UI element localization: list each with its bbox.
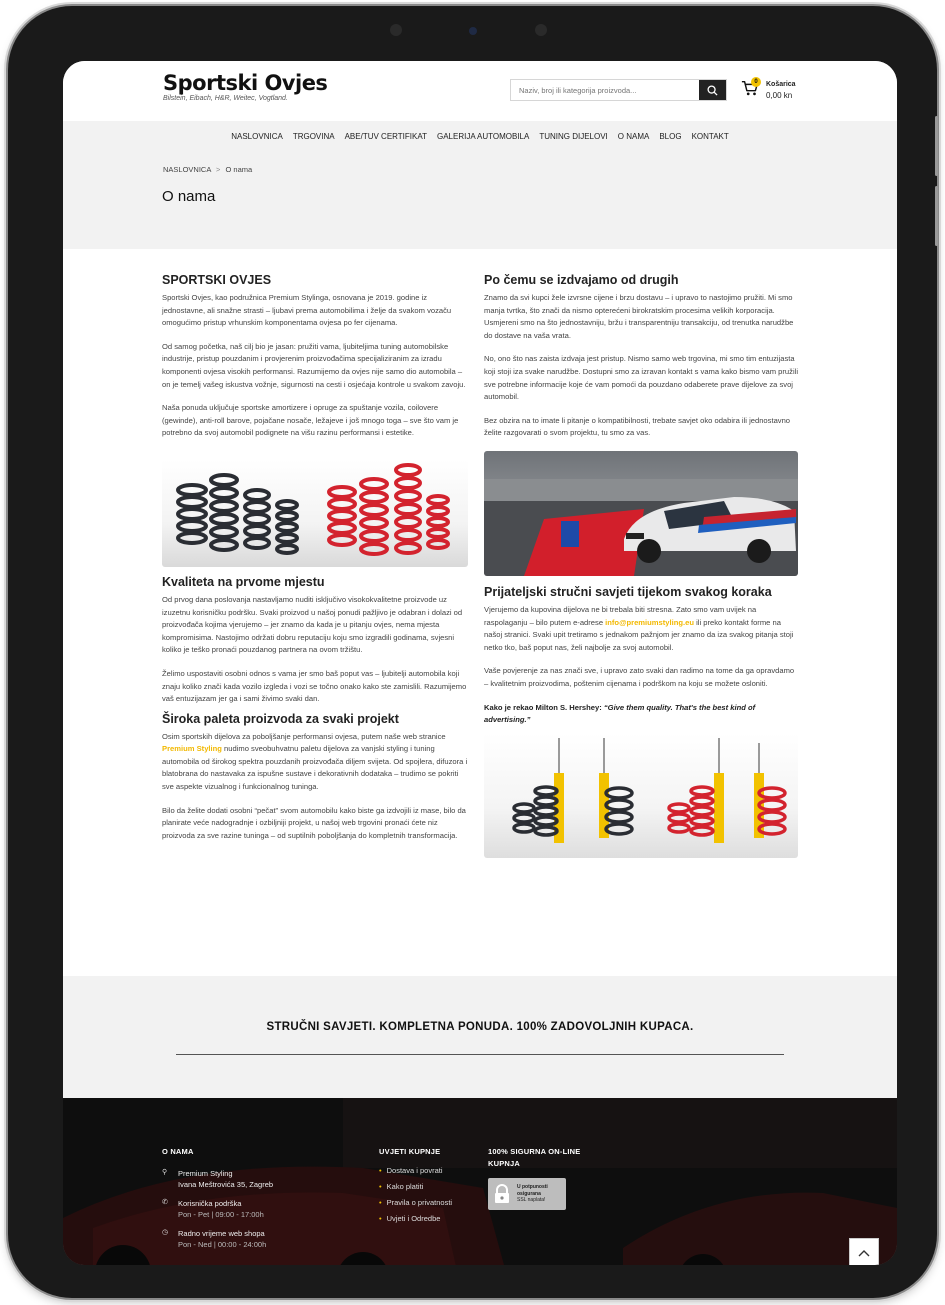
paragraph: Od prvog dana poslovanja nastavljamo nuditi isključivo visokokvalitetne proizvode uz izuzetnu korisničku podršku. Svaki proizvod u našoj ponudi pažljivo je odabran i dolazi od proizvođača kojima vjerujemo – jer znamo da kada je u pitanju ovjes, nema mjesta kompromisima. Nastojimo održati dobru reputaciju koju smo izgradili godinama, svjesni koliko je teško pronaći pouzdanog partnera na ovom tržištu. [162, 594, 463, 655]
shop-hours-label: Radno vrijeme web shopa [178, 1229, 265, 1238]
nav-item-galerija[interactable]: GALERIJA AUTOMOBILA [436, 131, 530, 141]
footer-secure [488, 1147, 581, 1210]
paragraph: Bez obzira na to imate li pitanje o kompatibilnosti, trebate savjet oko odabira ili jednostavno želite razgovarati o svom projektu, tu smo za vas. [484, 415, 791, 438]
screen [63, 61, 897, 1265]
support-label: Korisnička podrška [178, 1199, 242, 1208]
phone-icon: ✆ [162, 1199, 168, 1206]
paragraph: Naša ponuda uključuje sportske amortizere i opruge za spuštanje vozila, coilovere (gewinde), anti-roll barove, pojačane nosače, ležajeve i još mnogo toga – sve što vam je potrebno da svoj automobil podignete na višu razinu performansi i estetike. [162, 403, 459, 438]
camera-bar [8, 24, 937, 38]
search-input[interactable] [511, 80, 699, 100]
section-heading: SPORTSKI OVJES [162, 273, 272, 287]
scroll-to-top-button[interactable] [849, 1238, 879, 1265]
section-heading: Kvaliteta na prvome mjestu [162, 574, 325, 589]
breadcrumb [163, 165, 252, 174]
nav-item-blog[interactable]: BLOG [659, 131, 682, 141]
lock-icon [493, 1184, 511, 1204]
footer-about [162, 1147, 273, 1250]
paragraph: Želimo uspostaviti osobni odnos s vama jer smo baš poput vas – ljubitelji automobila koji znaju koliko znači kada vozilo izgleda i vozi se točno onako kako ste zamislili. Razumijemo vaš entuzijazam jer ga i sami živimo svaki dan. [162, 668, 467, 704]
nav-item-kontakt[interactable]: KONTAKT [691, 131, 729, 141]
cart-icon [741, 79, 761, 99]
cart-total: 0,00 kn [766, 91, 793, 100]
footer-heading: 100% SIGURNA ON-LINE [488, 1147, 581, 1156]
main-nav [63, 121, 897, 151]
breadcrumb-separator: > [216, 165, 221, 174]
volume-button [935, 186, 938, 246]
paragraph: Bilo da želite dodati osobni “pečat” svom automobilu kako biste ga izdvojili iz mase, bilo da planirate veće nadogradnje i ozbiljniji projekt, u našoj web trgovini pronaći ćete niz proizvoda za sve razine tuninga – od suptilnih poboljšanja do kompletnih transformacija. [162, 805, 466, 840]
sensor-dot [535, 24, 547, 36]
paragraph: Vjerujemo da kupovina dijelova ne bi trebala biti stresna. Zato smo vam uvijek na raspolaganju – bilo putem e-adrese info@premiumstyling.eu ili preko kontakt forme na našoj stranici. Svaki upit tretiramo s jednakom pažnjom jer znamo da iza svakog pitanja stoji netko tko, baš poput nas, želi najbolje za svoj automobil. [484, 604, 794, 652]
paragraph: Od samog početka, naš cilj bio je jasan: pružiti vama, ljubiteljima tuning automobilske industrije, pristup pouzdanim i provjerenim proizvođačima specijaliziranim za izradu komponenti ovjesa visokih performansi. Razumijemo da ovjes nije samo dio automobila – on je temelj vašeg iskustva vožnje, sigurnosti na cesti i osjećaja kontrole u svakom zavoju. [162, 341, 466, 389]
footer-link[interactable]: • Kako platiti [379, 1182, 424, 1191]
shop-hours: Pon - Ned | 00:00 - 24:00h [178, 1240, 267, 1249]
camera-lens [469, 27, 477, 35]
footer-heading: KUPNJA [488, 1159, 521, 1168]
left-column [162, 249, 468, 853]
paragraph: Osim sportskih dijelova za poboljšanje performansi ovjesa, putem naše web stranice Premium Styling nudimo sveobuhvatnu paletu dijelova za vanjski styling i tuning automobila od širokog spektra pouzdanih proizvođača diljem svijeta. Od spojlera, difuzora i blatobrana do nastavaka za ispušne sustave i dekorativnih dodataka – trudimo se pokriti sve aspekte vizualnog i funkcionalnog tuninga. [162, 731, 468, 792]
page-title: O nama [162, 188, 216, 205]
location-icon: ⚲ [162, 1169, 168, 1176]
support-hours: Pon - Pet | 09:00 - 17:00h [178, 1210, 264, 1219]
site-logo[interactable] [163, 71, 327, 102]
tablet-frame [8, 6, 937, 1298]
paragraph: Sportski Ovjes, kao podružnica Premium Stylinga, osnovana je 2019. godine iz jednostavne, ali snažne strasti – ljubavi prema automobilima i želje da svakom vozaču omogućimo pristup vrhunskim komponentama ovjesa po fer cijenama. [162, 293, 452, 328]
search-bar [510, 79, 727, 101]
divider [176, 1054, 784, 1055]
section-heading: Široka paleta proizvoda za svaki projekt [162, 711, 399, 726]
volume-button [935, 116, 938, 176]
search-icon [707, 85, 718, 96]
cart-label: Košarica [766, 81, 796, 88]
sensor-dot [390, 24, 402, 36]
site-footer [63, 1098, 897, 1265]
premium-styling-link[interactable]: Premium Styling [162, 744, 222, 754]
section-heading: Po čemu se izdvajamo od drugih [484, 273, 679, 287]
main-content [63, 249, 897, 976]
nav-item-abe-tuv[interactable]: ABE/TUV CERTIFIKAT [344, 131, 427, 141]
ssl-badge: U potpunosti osigurana SSL naplata! [488, 1178, 566, 1210]
email-link[interactable]: info@premiumstyling.eu [605, 617, 694, 627]
springs-image [162, 460, 468, 567]
footer-terms [379, 1147, 452, 1227]
paragraph: Znamo da svi kupci žele izvrsne cijene i brzu dostavu – i upravo to nastojimo pružiti. Mi smo manja tvrtka, što znači da nismo opterećeni birokratskim procesima velikih korporacija. Usmjereni smo na što jednostavniju, bržu i transparentniju transakciju, od trenutka narudžbe do dostave na vaša vrata. [484, 293, 794, 340]
race-car-image [484, 451, 798, 576]
breadcrumb-current: O nama [225, 165, 253, 174]
chevron-up-icon [858, 1249, 870, 1257]
tagline-banner [63, 976, 897, 1098]
nav-item-naslovnica[interactable]: NASLOVNICA [231, 131, 283, 141]
tagline-text: STRUČNI SAVJETI. KOMPLETNA PONUDA. 100% ZADOVOLJNIH KUPACA. [266, 1021, 694, 1033]
right-column [484, 249, 798, 858]
breadcrumb-home[interactable]: NASLOVNICA [163, 165, 211, 174]
logo-title: Sportski Ovjes [163, 71, 328, 95]
nav-item-tuning[interactable]: TUNING DIJELOVI [539, 131, 608, 141]
search-button[interactable] [699, 80, 726, 100]
section-heading: Prijateljski stručni savjeti tijekom svakog koraka [484, 584, 772, 599]
quote: Kako je rekao Milton S. Hershey: “Give them quality. That's the best kind of advertising.” [484, 702, 756, 725]
footer-link[interactable]: • Dostava i povrati [379, 1166, 443, 1175]
footer-heading: UVJETI KUPNJE [379, 1147, 441, 1156]
nav-item-trgovina[interactable]: TRGOVINA [292, 131, 335, 141]
logo-subtitle: Bilstein, Eibach, H&R, Weitec, Vogtland. [163, 95, 288, 102]
paragraph: Vaše povjerenje za nas znači sve, i upravo zato svaki dan radimo na tome da ga opravdamo – kvalitetnim proizvodima, poštenim cijenama i podrškom na koju se možete osloniti. [484, 666, 795, 688]
clock-icon: ◷ [162, 1229, 169, 1236]
cart-count-badge: 0 [751, 77, 761, 87]
paragraph: No, ono što nas zaista izdvaja jest pristup. Nismo samo web trgovina, mi smo tim entuzijasta koji stoji iza svake narudžbe. Dostupni smo za izravan kontakt s vama kako bismo vam pružili sve potrebne informacije koje će vam pomoći da pouzdano odaberete prave dijelove za svoj automobil. [484, 354, 799, 402]
address-name: Premium Styling [178, 1169, 233, 1178]
shocks-image [484, 733, 798, 858]
nav-item-o-nama[interactable]: O NAMA [617, 131, 650, 141]
page-title-bar [63, 151, 897, 249]
footer-link[interactable]: • Uvjeti i Odredbe [379, 1214, 441, 1223]
site-header [63, 61, 897, 121]
footer-link[interactable]: • Pravila o privatnosti [379, 1198, 453, 1207]
address-street: Ivana Meštrovića 35, Zagreb [178, 1180, 274, 1189]
cart-widget[interactable] [741, 79, 796, 101]
footer-heading: O NAMA [162, 1147, 194, 1156]
